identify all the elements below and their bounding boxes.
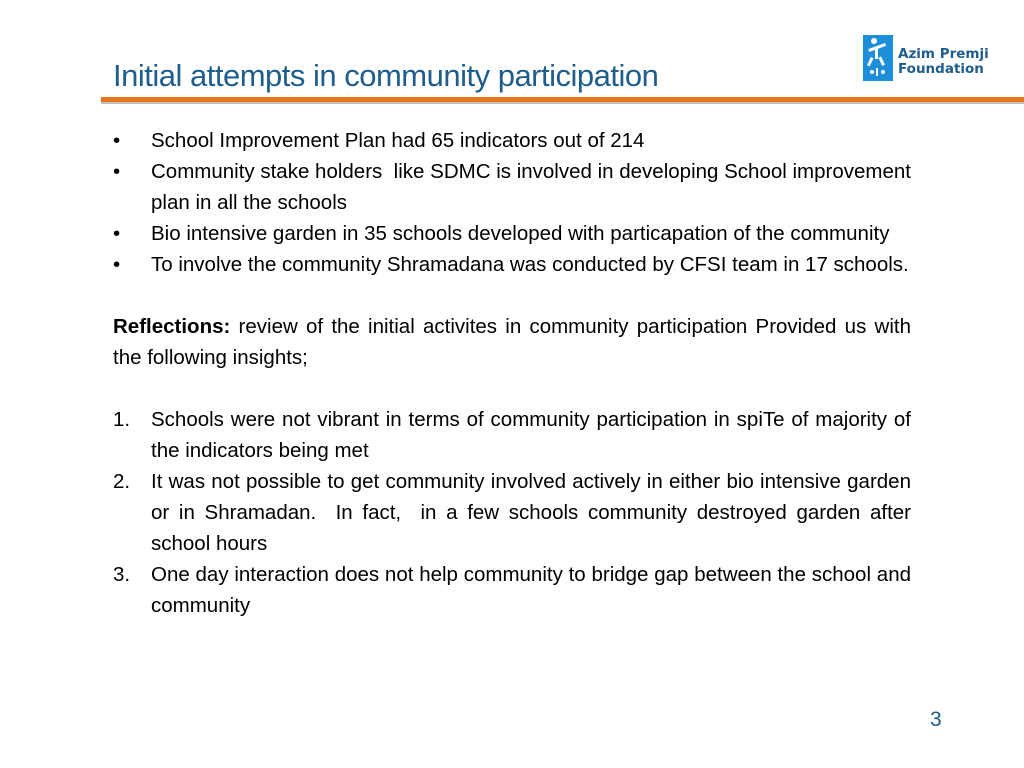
logo-text-line2: Foundation [898, 61, 984, 77]
bullet-item [113, 156, 917, 218]
bullet-marker: • [113, 160, 121, 183]
reflections-label: Reflections: [113, 315, 231, 338]
numbered-text: One day interaction does not help community to bridge gap between the school and community [151, 563, 911, 617]
logo-text-line1: Azim Premji [898, 46, 989, 62]
numbered-item [113, 466, 917, 559]
numbered-list [113, 404, 917, 621]
bullet-text: School Improvement Plan had 65 indicators out of 214 [151, 129, 645, 152]
bullet-marker: • [113, 253, 121, 276]
numbered-text: Schools were not vibrant in terms of community participation in spiTe of majority of the indicators being met [151, 408, 911, 462]
item-number: 2. [113, 470, 131, 493]
numbered-item [113, 404, 911, 466]
bullet-item [113, 125, 911, 156]
slide-title: Initial attempts in community participation [113, 58, 659, 93]
bullet-marker: • [113, 222, 121, 245]
spacer [113, 373, 911, 404]
item-number: 3. [113, 563, 131, 586]
bullet-list [113, 125, 917, 280]
reflections-paragraph [113, 311, 911, 373]
bullet-marker: • [113, 129, 121, 152]
bullet-text: Community stake holders like SDMC is involved in developing School improvement plan in all the schools [151, 160, 917, 214]
bullet-text: Bio intensive garden in 35 schools developed with particapation of the community [151, 222, 890, 245]
slide-body [113, 125, 917, 621]
numbered-item [113, 559, 911, 621]
logo-mark-icon [863, 35, 893, 81]
logo-text [898, 47, 989, 77]
item-number: 1. [113, 408, 131, 431]
bullet-item [113, 249, 911, 280]
spacer [113, 280, 911, 311]
numbered-text: It was not possible to get community involved actively in either bio intensive garden or in Shramadan. In fact, in a few schools community destroyed garden after school hours [151, 470, 917, 555]
reflections-text: review of the initial activites in community participation Provided us with the following insights; [113, 315, 911, 369]
bullet-item [113, 218, 911, 249]
title-underline-shadow [101, 102, 1024, 104]
bullet-text: To involve the community Shramadana was conducted by CFSI team in 17 schools. [151, 253, 909, 276]
page-number: 3 [930, 708, 942, 731]
azim-premji-foundation-logo [863, 35, 989, 83]
